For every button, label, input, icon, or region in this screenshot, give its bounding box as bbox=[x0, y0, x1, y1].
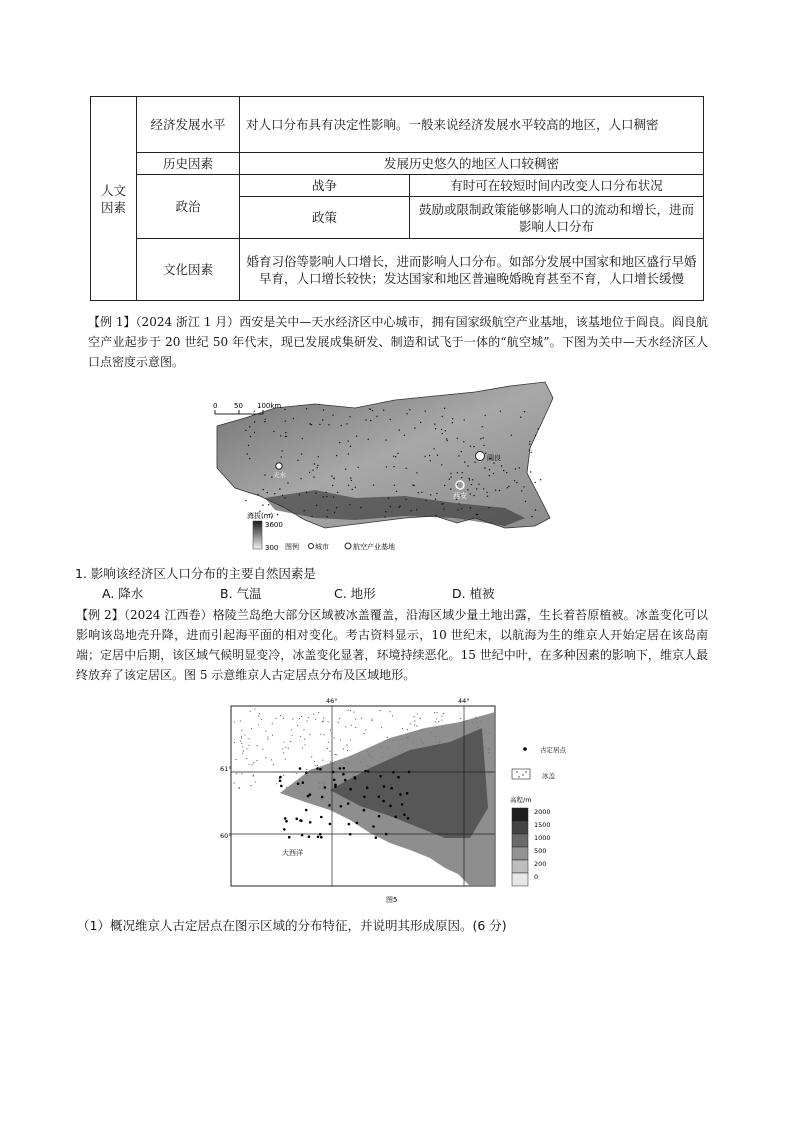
map2-elev-title: 高程/m bbox=[510, 796, 532, 804]
sub-policy: 政策 bbox=[240, 197, 410, 239]
scale-0: 0 bbox=[213, 402, 218, 410]
factor-culture: 文化因素 bbox=[137, 239, 240, 301]
elev-step-2 bbox=[512, 834, 528, 847]
elev-label-2: 1000 bbox=[534, 834, 551, 842]
greenland-settlement-map bbox=[220, 698, 580, 910]
elev-label-5: 0 bbox=[534, 873, 539, 881]
lat-60: 60° bbox=[220, 832, 232, 840]
legend-settlement: 古定居点 bbox=[540, 746, 566, 754]
example2-text: 【例 2】（2024 江西卷）格陵兰岛绝大部分区域被冰盖覆盖，沿海区域少量土地出露，生长着苔原植被。冰盖变化可以影响该岛地壳升降，进而引起海平面的相对变化。考古资料显示，10 世纪末，以航海为生的维京人开始定居在该岛南端；定居中后期，该区域气候明显变冷，冰盖变化显著，环境持续恶化。15 世纪中叶，在多种因素的影响下，维京人最终放弃了该定居区。图 5 示意维京人古定居点分布及区域地形。 bbox=[76, 608, 708, 682]
option-d[interactable]: D. 植被 bbox=[452, 586, 495, 601]
scale-50: 50 bbox=[234, 402, 243, 410]
lat-61: 61° bbox=[220, 765, 232, 773]
ocean-label: 大西洋 bbox=[282, 849, 303, 857]
example1-text: 【例 1】（2024 浙江 1 月）西安是关中—天水经济区中心城市，拥有国家级航空产业基地，该基地位于阎良。阎良航空产业起步于 20 世纪 50 年代末，现已发展成集研发、制造和试飞于一体的“航空城”。下图为关中—天水经济区人口点密度示意图。 bbox=[88, 315, 708, 369]
sub-war: 战争 bbox=[240, 175, 410, 197]
elev-min: 300 bbox=[265, 544, 279, 552]
aviation-base-icon bbox=[476, 452, 485, 461]
factor-history: 历史因素 bbox=[137, 153, 240, 175]
city-tianshui-icon bbox=[276, 463, 282, 469]
question1: 1. 影响该经济区人口分布的主要自然因素是 bbox=[75, 566, 316, 581]
elev-label-4: 200 bbox=[534, 860, 547, 868]
elevation-legend bbox=[247, 511, 283, 552]
population-density-map bbox=[205, 378, 565, 558]
desc-war: 有时可在较短时间内改变人口分布状况 bbox=[410, 175, 704, 197]
option-c[interactable]: C. 地形 bbox=[334, 586, 376, 601]
legend-ice-icon bbox=[512, 769, 530, 779]
legend-ice: 冰盖 bbox=[542, 772, 555, 780]
desc-history: 发展历史悠久的地区人口较稠密 bbox=[240, 153, 704, 175]
legend-city-icon bbox=[309, 544, 314, 549]
category-cell bbox=[91, 97, 137, 301]
legend-base-icon bbox=[345, 543, 351, 549]
lon-46: 46° bbox=[326, 698, 338, 705]
figure-caption: 图5 bbox=[386, 896, 398, 904]
elev-step-5 bbox=[512, 873, 528, 886]
legend-base: 航空产业基地 bbox=[353, 543, 395, 551]
option-a[interactable]: A. 降水 bbox=[102, 586, 144, 601]
elev-step-4 bbox=[512, 860, 528, 873]
question2: （1）概况维京人古定居点在图示区域的分布特征，并说明其形成原因。(6 分) bbox=[77, 918, 507, 933]
city-yanliang-label: 阎良 bbox=[487, 454, 501, 462]
map1-legend bbox=[285, 542, 395, 551]
elev-step-1 bbox=[512, 821, 528, 834]
elev-label-1: 1500 bbox=[534, 821, 551, 829]
desc-economy: 对人口分布具有决定性影响。一般来说经济发展水平较高的地区，人口稠密 bbox=[240, 97, 704, 153]
option-b[interactable]: B. 气温 bbox=[220, 586, 262, 601]
factor-table bbox=[90, 96, 704, 301]
elev-step-0 bbox=[512, 808, 528, 821]
elev-label-0: 2000 bbox=[534, 808, 551, 816]
elev-step-3 bbox=[512, 847, 528, 860]
factor-economy: 经济发展水平 bbox=[137, 97, 240, 153]
desc-culture: 婚育习俗等影响人口增长，进而影响人口分布。如部分发展中国家和地区盛行早婚早育，人口增长较快；发达国家和地区普遍晚婚晚育甚至不育，人口增长缓慢 bbox=[240, 239, 704, 301]
elev-label-3: 500 bbox=[534, 847, 547, 855]
legend-settlement-icon bbox=[523, 747, 527, 751]
elev-title: 海拔(m) bbox=[247, 512, 274, 520]
category-label: 人文 因素 bbox=[100, 182, 126, 215]
city-xian-label: 西安 bbox=[453, 492, 467, 500]
elev-max: 3600 bbox=[265, 521, 283, 529]
lon-44: 44° bbox=[458, 698, 470, 705]
scale-100km: 100km bbox=[257, 402, 282, 410]
legend-city: 城市 bbox=[315, 543, 329, 551]
legend-label: 图例 bbox=[285, 543, 299, 551]
city-tianshui-label: 天水 bbox=[273, 471, 286, 479]
desc-policy: 鼓励或限制政策能够影响人口的流动和增长，进而影响人口分布 bbox=[410, 197, 704, 239]
factor-politics: 政治 bbox=[137, 175, 240, 239]
map2-legend bbox=[510, 745, 567, 886]
